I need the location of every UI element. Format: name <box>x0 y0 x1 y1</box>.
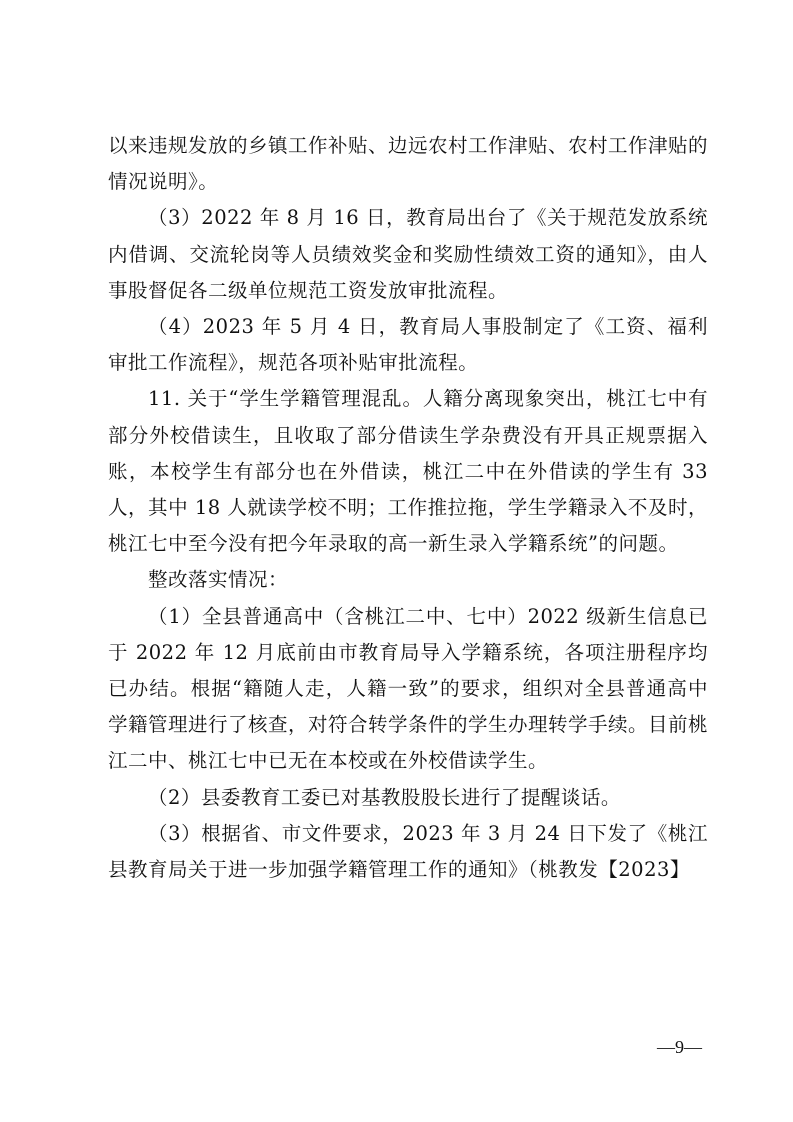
paragraph-rectification-item-3: （3）根据省、市文件要求，2023 年 3 月 24 日下发了《桃江县教育局关于进一步加强学籍管理工作的通知》（桃教发【2023】 <box>108 821 708 882</box>
document-body <box>108 128 708 888</box>
paragraph-rectification-heading: 整改落实情况： <box>148 568 289 592</box>
paragraph-item-4-approval-process: （4）2023 年 5 月 4 日，教育局人事股制定了《工资、福利审批工作流程》，规范各项补贴审批流程。 <box>108 315 708 375</box>
paragraph-item-3-performance-pay: （3）2022 年 8 月 16 日，教育局出台了《关于规范发放系统内借调、交流轮岗等人员绩效奖金和奖励性绩效工资的通知》，由人事股督促各二级单位规范工资发放审批流程。 <box>108 206 708 302</box>
paragraph-issue-11-student-registration: 11. 关于“学生学籍管理混乱。人籍分离现象突出，桃江七中有部分外校借读生，且收取了部分借读生学杂费没有开具正规票据入账，本校学生有部分也在外借读，桃江二中在外借读的学生有 33 人，其中 18 人就读学校不明；工作推拉拖，学生学籍录入不及时，桃江七中至今没有把今年录取的高一新生录入学籍系统”的问题。 <box>108 387 708 556</box>
paragraph-rectification-item-1: （1）全县普通高中（含桃江二中、七中）2022 级新生信息已于 2022 年 12 月底前由市教育局导入学籍系统，各项注册程序均已办结。根据“籍随人走，人籍一致”的要求，组织对全县普通高中学籍管理进行了核查，对符合转学条件的学生办理转学手续。目前桃江二中、桃江七中已无在本校或在外校借读学生。 <box>108 604 709 773</box>
paragraph-continuation: 以来违规发放的乡镇工作补贴、边远农村工作津贴、农村工作津贴的情况说明》。 <box>108 134 709 194</box>
paragraph-rectification-item-2: （2）县委教育工委已对基教股股长进行了提醒谈话。 <box>148 785 621 809</box>
page-number: —9— <box>657 1037 702 1057</box>
